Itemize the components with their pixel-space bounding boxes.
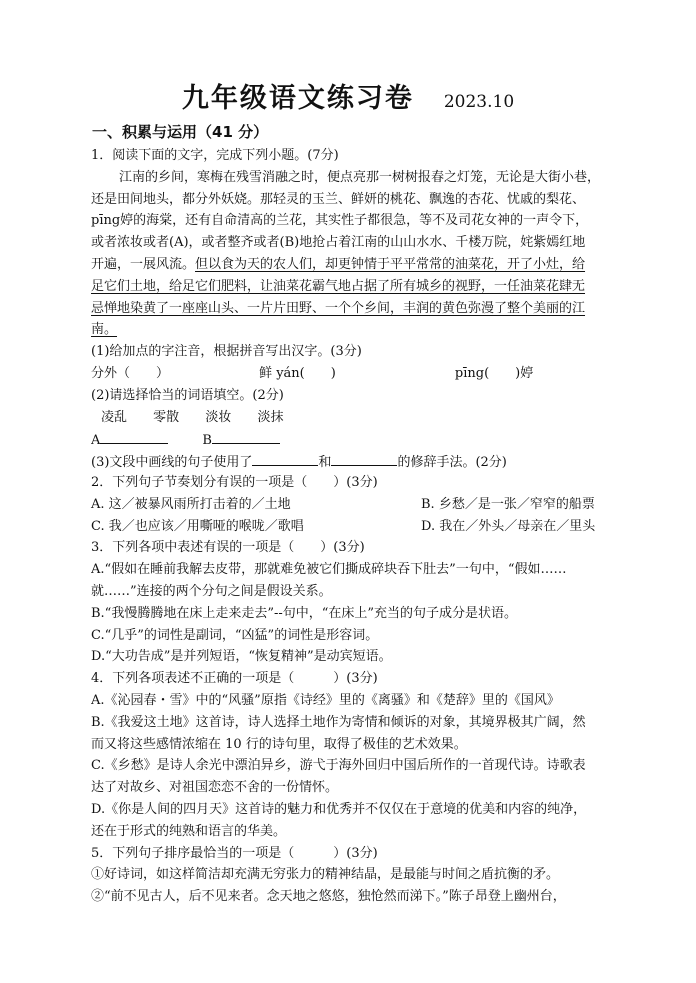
- q2-option-d: D. 我在／外头／母亲在／里头: [421, 518, 596, 534]
- page-title: 九年级语文练习卷: [181, 83, 414, 114]
- q1-pinyin-row: [91, 363, 611, 385]
- q1-passage-line: [91, 254, 611, 276]
- q1-sub1: (1)给加点的字注音，根据拼音写出汉字。(3分): [91, 344, 362, 360]
- q2-stem: 2．下列句子节奏划分有误的一项是（ ）(3分): [91, 474, 378, 490]
- word-choice: 淡妆: [205, 409, 232, 425]
- word-choice: 凌乱: [101, 409, 128, 425]
- q4-line: B.《我爱这土地》这首诗，诗人选择土地作为寄情和倾诉的对象，其境界极其广阔，然: [91, 714, 586, 730]
- pinyin-item: 鲜 yán( ): [259, 365, 336, 381]
- q4-line: 还在于形式的纯熟和语言的华美。: [91, 823, 287, 839]
- blank-b-line[interactable]: [212, 428, 280, 444]
- q1-word-choices: [91, 407, 611, 429]
- q2-option-b: B. 乡愁／是一张／窄窄的船票: [421, 496, 595, 512]
- q4-stem: 4．下列各项表述不正确的一项是（ ）(3分): [91, 671, 378, 687]
- exam-date: 2023.10: [443, 92, 515, 112]
- rhetoric-blank-1[interactable]: [252, 450, 318, 466]
- q2-option-a: A. 这／被暴风雨所打击着的／土地: [91, 496, 291, 512]
- q1-passage-line: pīng婷的海棠，还有自命清高的兰花，其实性子都很急，等不及司花女神的一声令下，: [91, 213, 589, 229]
- q1-passage-line: 江南的乡间，寒梅在残雪消融之时，便点亮那一树树报春之灯笼，无论是大街小巷，: [119, 169, 601, 185]
- q1-stem: 1．阅读下面的文字，完成下列小题。(7分): [91, 148, 339, 163]
- rhetoric-blank-2[interactable]: [331, 450, 397, 466]
- q1-sub3-text: 和: [318, 455, 332, 471]
- q4-line: D.《你是人间的四月天》这首诗的魅力和优秀并不仅仅在于意境的优美和内容的纯净，: [91, 801, 587, 817]
- word-choice: 淡抹: [257, 409, 284, 425]
- blank-a-label: A: [91, 433, 101, 449]
- q1-passage-text: 开遍，一展风流。: [91, 256, 196, 272]
- q3-stem: 3．下列各项中表述有误的一项是（ ）(3分): [91, 540, 365, 556]
- word-choice: 零散: [153, 409, 180, 425]
- q1-underlined-sentence: 南。: [91, 322, 118, 338]
- q1-underlined-sentence: 足它们土地，给足它们肥料，让油菜花霸气地占据了所有城乡的视野，一任油菜花肆无: [91, 278, 586, 294]
- q5-line: ①好诗词，如这样简洁却充满无穷张力的精神结晶，是最能与时间之盾抗衡的矛。: [91, 867, 560, 883]
- pinyin-item: 分外（ ）: [91, 365, 170, 381]
- q3-line: A.“假如在睡前我解去皮带，那就难免被它们撕成碎块吞下肚去”一句中，“假如……: [91, 562, 567, 578]
- title-row: [0, 76, 696, 115]
- q1-passage-line: 或者浓妆或者(A)，或者整齐或者(B)地抢占着江南的山山水水、千楼万院，姹紫嫣红地: [91, 235, 586, 251]
- q4-line: 达了对故乡、对祖国恋恋不舍的一份情怀。: [91, 780, 339, 796]
- q2-options-row: [91, 494, 611, 516]
- q4-line: C.《乡愁》是诗人余光中漂泊异乡，游弋于海外回归中国后所作的一首现代诗。诗歌表: [91, 758, 586, 774]
- section-heading: 一、积累与运用（41 分）: [92, 123, 269, 141]
- q1-underlined-sentence: 忌惮地染黄了一座座山头、一片片田野、一个个乡间，丰润的黄色弥漫了整个美丽的江: [91, 300, 586, 316]
- q3-line: D.“大功告成”是并列短语，“恢复精神”是动宾短语。: [91, 649, 392, 665]
- q1-underlined-sentence: 但以食为天的农人们，却更钟情于平平常常的油菜花，开了小灶，给: [195, 256, 586, 272]
- q1-sub3: [91, 450, 611, 472]
- q4-line: 而又将这些感情浓缩在 10 行的诗句里，取得了极佳的艺术效果。: [91, 736, 467, 752]
- q2-options-row: [91, 516, 611, 538]
- q3-line: C.“几乎”的词性是副词，“凶猛”的词性是形容词。: [91, 627, 379, 643]
- q5-stem: 5．下列句子排序最恰当的一项是（ ）(3分): [91, 845, 378, 861]
- q1-sub2: (2)请选择恰当的词语填空。(2分): [91, 387, 284, 403]
- q4-line: A.《沁园春・雪》中的“风骚”原指《诗经》里的《离骚》和《楚辞》里的《国风》: [91, 692, 560, 708]
- q3-line: B.“我慢腾腾地在床上走来走去”--句中，“在床上”充当的句子成分是状语。: [91, 605, 518, 621]
- pinyin-item: pīng( )婷: [454, 365, 534, 381]
- q3-line: 就……”连接的两个分句之间是假设关系。: [91, 583, 332, 599]
- q1-blanks-row: [91, 428, 611, 450]
- q1-passage-line: 还是田间地头，都分外妖娆。那轻灵的玉兰、鲜妍的桃花、飘逸的杏花、忧戚的梨花、: [91, 191, 586, 207]
- blank-b-label: B: [202, 433, 212, 449]
- blank-a-line[interactable]: [100, 428, 168, 444]
- q1-sub3-text: (3)文段中画线的句子使用了: [91, 455, 253, 471]
- q5-line: ②“前不见古人，后不见来者。念天地之悠悠，独怆然而涕下。”陈子昂登上幽州台，: [91, 889, 566, 905]
- q1-sub3-text: 的修辞手法。(2分): [397, 455, 507, 471]
- q2-option-c: C. 我／也应该／用嘶哑的喉咙／歌唱: [91, 518, 304, 534]
- questions: [91, 145, 611, 908]
